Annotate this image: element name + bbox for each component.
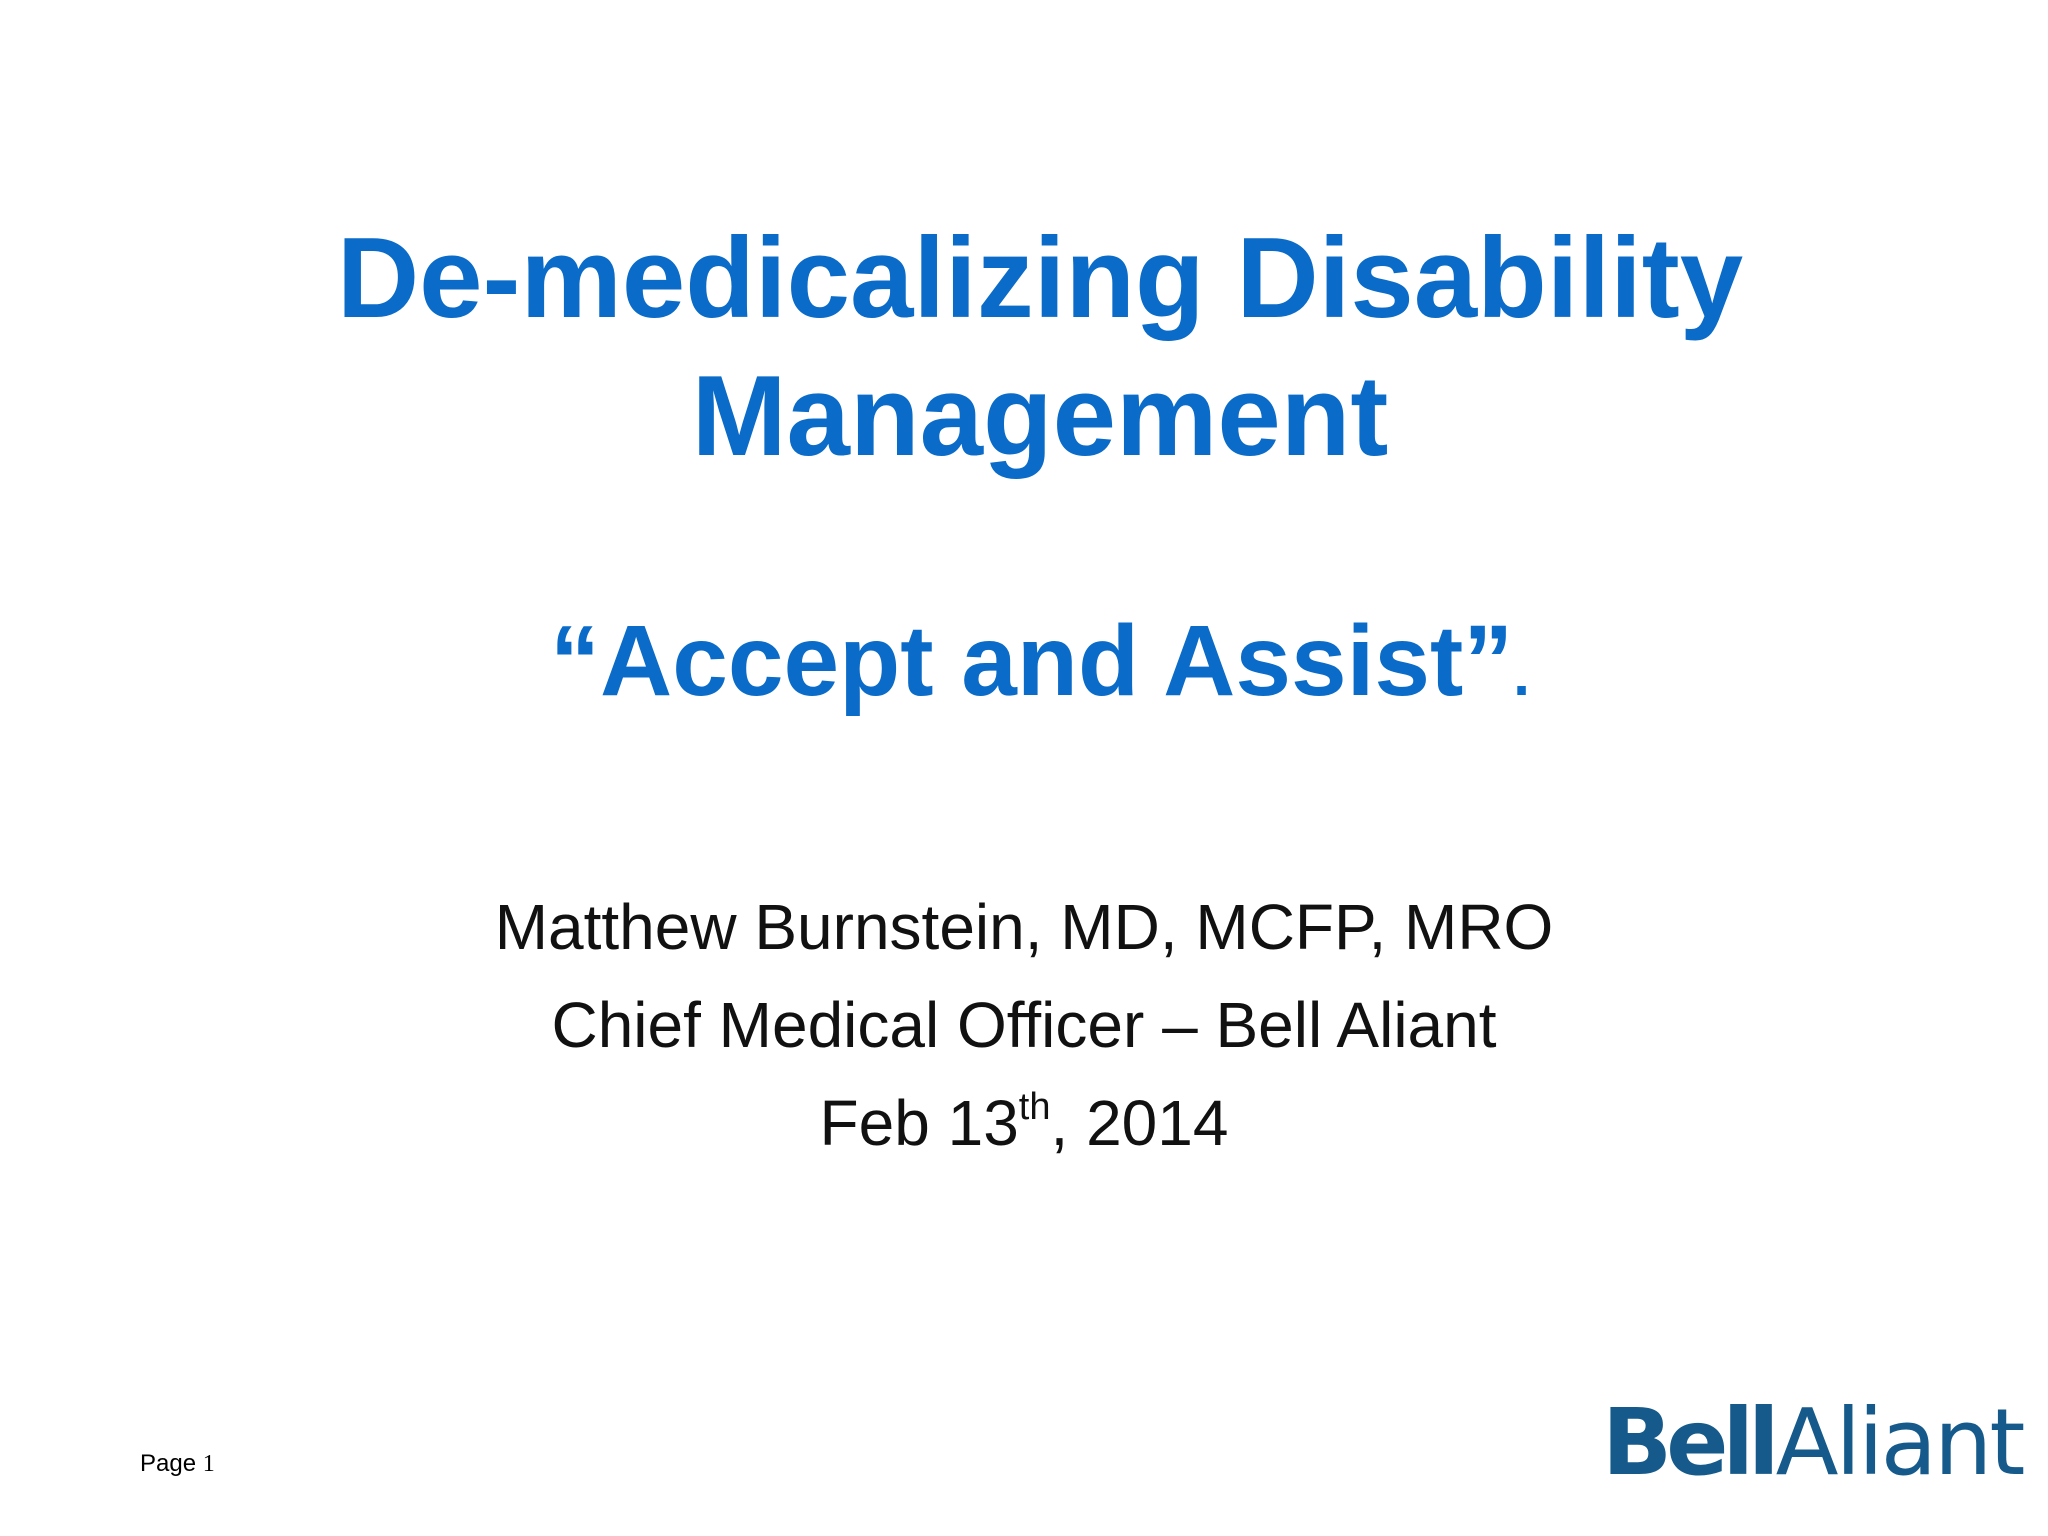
presentation-date [0, 1074, 2048, 1172]
subtitle-period: . [1513, 641, 1530, 708]
author-role: Chief Medical Officer – Bell Aliant [551, 989, 1497, 1061]
logo-aliant-text: Aliant [1775, 1389, 2023, 1496]
date-superscript: th [1018, 1085, 1051, 1128]
page-number: 1 [202, 1451, 215, 1477]
author-name: Matthew Burnstein, MD, MCFP, MRO [494, 891, 1554, 963]
slide-title-line-1: De-medicalizing Disability [336, 215, 1744, 342]
bell-aliant-logo [1602, 1388, 2022, 1498]
page-label: Page [140, 1450, 197, 1477]
date-prefix: Feb 13 [819, 1087, 1019, 1159]
logo-bell-text: Bell [1602, 1389, 1774, 1496]
page-footer [140, 1450, 215, 1478]
slide-title [0, 210, 2048, 486]
subtitle-text: “Accept and Assist” [550, 605, 1514, 717]
slide-subtitle [0, 596, 2048, 740]
date-suffix: , 2014 [1050, 1087, 1229, 1159]
slide-title-line-2: Management [691, 353, 1389, 480]
author-block [0, 878, 2048, 1172]
